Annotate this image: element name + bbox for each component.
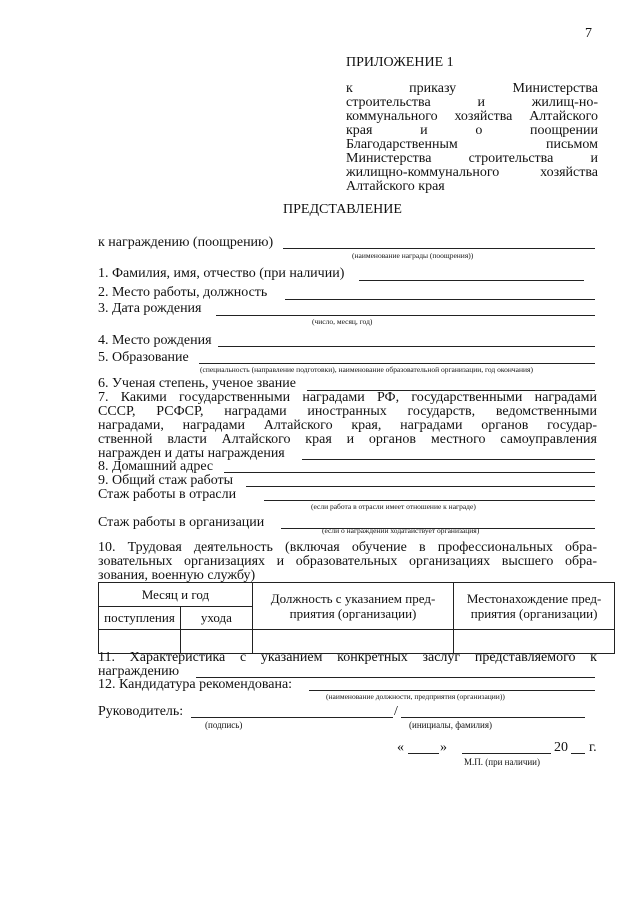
- table-header-month-year: Месяц и год: [99, 583, 253, 607]
- field-education-line[interactable]: [199, 363, 595, 364]
- field-awards-last: награжден и даты награждения: [98, 446, 285, 461]
- appendix-line: Алтайского края: [346, 179, 445, 194]
- field-total-experience-line[interactable]: [246, 486, 595, 487]
- field-awards-line: ственной власти Алтайского края и органов местного самоуправления: [98, 432, 597, 447]
- field-employment-line: зовательных организациях и образовательных организациях высшего обра-: [98, 554, 597, 569]
- page-number: 7: [585, 26, 592, 41]
- date-open-quote: «: [397, 740, 404, 755]
- appendix-line: к приказу Министерства: [346, 81, 598, 96]
- field-awards-line: 7. Какими государственными наградами РФ, государственными наградами: [98, 390, 597, 405]
- field-recommended-line[interactable]: [309, 690, 595, 691]
- field-full-name-line[interactable]: [359, 280, 584, 281]
- date-year-prefix: 20: [554, 740, 568, 755]
- field-birth-date-hint: (число, месяц, год): [312, 317, 373, 326]
- field-address-line[interactable]: [224, 472, 595, 473]
- field-industry-experience-label: Стаж работы в отрасли: [98, 487, 237, 502]
- document-title: ПРЕДСТАВЛЕНИЕ: [283, 202, 402, 217]
- table-header-entry: поступления: [99, 607, 181, 629]
- field-workplace-line[interactable]: [285, 299, 595, 300]
- table-header-location: Местонахождение пред-приятия (организации): [454, 583, 615, 630]
- field-education-label: 5. Образование: [98, 350, 189, 365]
- field-degree-label: 6. Ученая степень, ученое звание: [98, 376, 296, 391]
- field-birth-place-label: 4. Место рождения: [98, 333, 212, 348]
- field-awards-line: наградами, наградами Алтайского края, наградами органов государ-: [98, 418, 597, 433]
- head-signature-line[interactable]: [191, 717, 393, 718]
- appendix-text: [346, 82, 598, 194]
- date-close-quote: »: [440, 740, 447, 755]
- table-header-exit: ухода: [180, 607, 252, 629]
- award-label: к награждению (поощрению): [98, 235, 274, 250]
- field-org-experience-label: Стаж работы в организации: [98, 515, 265, 530]
- appendix-line: жилищно-коммунального хозяйства: [346, 165, 598, 180]
- appendix-line: края и о поощрении: [346, 123, 598, 138]
- date-year-suffix: г.: [589, 740, 597, 755]
- field-address-label: 8. Домашний адрес: [98, 459, 214, 474]
- field-awards-line: СССР, РСФСР, наградами иностранных государств, ведомственными: [98, 404, 597, 419]
- head-name-line[interactable]: [401, 717, 585, 718]
- head-name-hint: (инициалы, фамилия): [409, 720, 492, 730]
- field-workplace-label: 2. Место работы, должность: [98, 285, 268, 300]
- field-characteristics-label: 11. Характеристика с указанием конкретных заслуг представляемого к: [98, 650, 597, 665]
- field-org-experience-hint: (если о награждении ходатайствует организация): [322, 526, 480, 535]
- field-full-name-label: 1. Фамилия, имя, отчество (при наличии): [98, 266, 345, 281]
- field-employment-line: зования, военную службу): [98, 568, 256, 583]
- field-total-experience-label: 9. Общий стаж работы: [98, 473, 234, 488]
- appendix-line: Благодарственным письмом: [346, 137, 598, 152]
- field-birth-date-line[interactable]: [216, 315, 595, 316]
- date-day-line[interactable]: [408, 753, 439, 754]
- date-month-line[interactable]: [462, 753, 551, 754]
- appendix-line: строительства и жилищ-но-: [346, 95, 598, 110]
- field-employment-line: 10. Трудовая деятельность (включая обучение в профессиональных обра-: [98, 540, 597, 555]
- head-label: Руководитель:: [98, 704, 184, 719]
- date-year-line[interactable]: [571, 753, 585, 754]
- field-industry-experience-hint: (если работа в отрасли имеет отношение к награде): [311, 502, 476, 511]
- head-slash: /: [394, 704, 398, 719]
- award-hint: (наименование награды (поощрения)): [352, 251, 474, 260]
- field-recommended-label: 12. Кандидатура рекомендована:: [98, 677, 293, 692]
- field-awards-text: [98, 391, 597, 447]
- field-characteristics-label-2: награждению: [98, 664, 180, 679]
- table-header-position: Должность с указанием пред-приятия (организации): [252, 583, 453, 630]
- field-employment-text: [98, 541, 597, 583]
- employment-table: [98, 582, 615, 654]
- appendix-line: коммунального хозяйства Алтайского: [346, 109, 598, 124]
- field-industry-experience-line[interactable]: [264, 500, 595, 501]
- head-signature-hint: (подпись): [205, 720, 243, 730]
- stamp-hint: М.П. (при наличии): [464, 757, 540, 767]
- field-birth-place-line[interactable]: [218, 346, 595, 347]
- field-awards-line-input[interactable]: [302, 459, 595, 460]
- award-line[interactable]: [283, 248, 595, 249]
- field-birth-date-label: 3. Дата рождения: [98, 301, 202, 316]
- appendix-title: ПРИЛОЖЕНИЕ 1: [346, 55, 454, 70]
- field-recommended-hint: (наименование должности, предприятия (организации)): [326, 692, 505, 701]
- field-education-hint: (специальность (направление подготовки), наименование образовательной организации, год окончания): [200, 365, 533, 374]
- appendix-line: Министерства строительства и: [346, 151, 598, 166]
